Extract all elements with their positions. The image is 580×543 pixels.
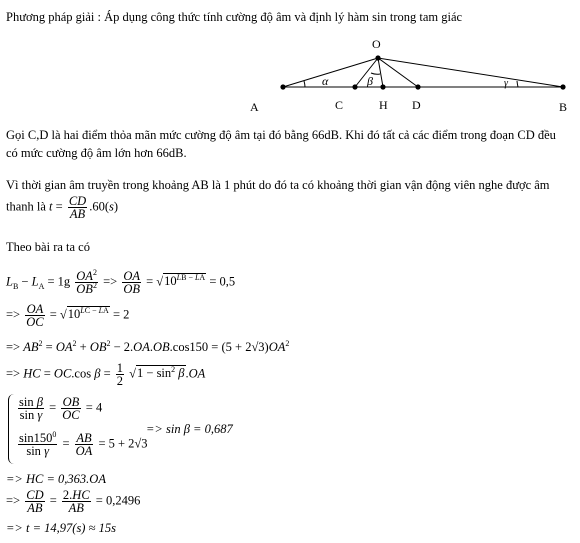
para2-line2: thanh là t = $\frac{CD}{AB}$ .60(s) [6, 194, 119, 221]
label-d: D [412, 98, 421, 112]
equation-ab-squared: => $AB^2 = OA^2 + OB^2 - 2.OA.OB.\cos 150 = (5 + 2√3)OA^2$ [6, 338, 290, 354]
label-gamma: γ [504, 78, 508, 89]
system-eq2: $\frac{\sin 150^0}{\text{sin γ}}$ = $\frac{AB}{OA}$ = 5 + 2√3 [19, 429, 148, 458]
point-h [380, 84, 385, 89]
para1-line2: có mức cường độ âm lớn hơn 66dB. [6, 146, 187, 160]
label-alpha: α [322, 74, 329, 88]
label-c: C [335, 98, 344, 112]
point-b [560, 84, 565, 89]
equation-hc-cos: => HC = OC.cos β = $\frac{1}{2}$ $√1 - \sin^2 \beta.OA$ [6, 361, 206, 388]
label-beta: β [367, 74, 373, 88]
point-c [352, 84, 357, 89]
segment-ob [378, 58, 563, 87]
equation-sin-beta-result: => sin β = 0,687 [146, 422, 233, 436]
equation-final-time: => t = 14,97(s) ≈ 15s [6, 521, 116, 535]
label-b: B [559, 100, 568, 114]
para2-line1: Vì thời gian âm truyền trong khoảng AB là 1 phút do đó ta có khoảng thời gian vận động viên nghe được âm [6, 178, 550, 192]
para2-prefix: thanh là [6, 199, 46, 214]
system-eq1: $\frac{\text{sin β}}{\text{sin γ}}$ = $\frac{OB}{OC}$ = 4 [19, 395, 103, 422]
point-d [415, 84, 420, 89]
system-brace [8, 394, 15, 464]
para1-line1: Gọi C,D là hai điểm thỏa mãn mức cường độ âm tại đó bằng 66dB. Khi đó tất cả các điểm trong đoạn CD đều [6, 128, 556, 142]
intro-text: Phương pháp giải : Áp dụng công thức tính cường độ âm và định lý hàm sin trong tam giác [6, 10, 463, 24]
point-a [280, 84, 285, 89]
para3-text: Theo bài ra ta có [6, 240, 90, 254]
segment-od [378, 58, 418, 87]
angle-gamma-arc [517, 81, 518, 87]
label-o: O [372, 37, 381, 51]
point-o [375, 55, 380, 60]
equation-cd-ab-ratio: => $\frac{CD}{AB}$ = $\frac{2.HC}{AB}$ = 0,2496 [6, 488, 141, 515]
equation-hc-result: => HC = 0,363.OA [6, 472, 106, 486]
label-h: H [379, 98, 388, 112]
equation-level-difference: $L_B - L_A = 1g$ $\frac{OA^2}{OB^2}$ => $\frac{OA}{OB}$ = $√10^{LB - LA} = 0,5$ [6, 267, 236, 296]
segment-oh [378, 58, 383, 87]
fraction-cd-ab: $\frac{CD}{AB}$ [68, 194, 87, 221]
equation-oa-oc: => $\frac{OA}{OC}$ = $√10^{LC - LA} = 2$ [6, 302, 130, 329]
label-a: A [250, 100, 259, 114]
segment-oa [283, 58, 378, 87]
angle-alpha-arc [304, 81, 305, 87]
